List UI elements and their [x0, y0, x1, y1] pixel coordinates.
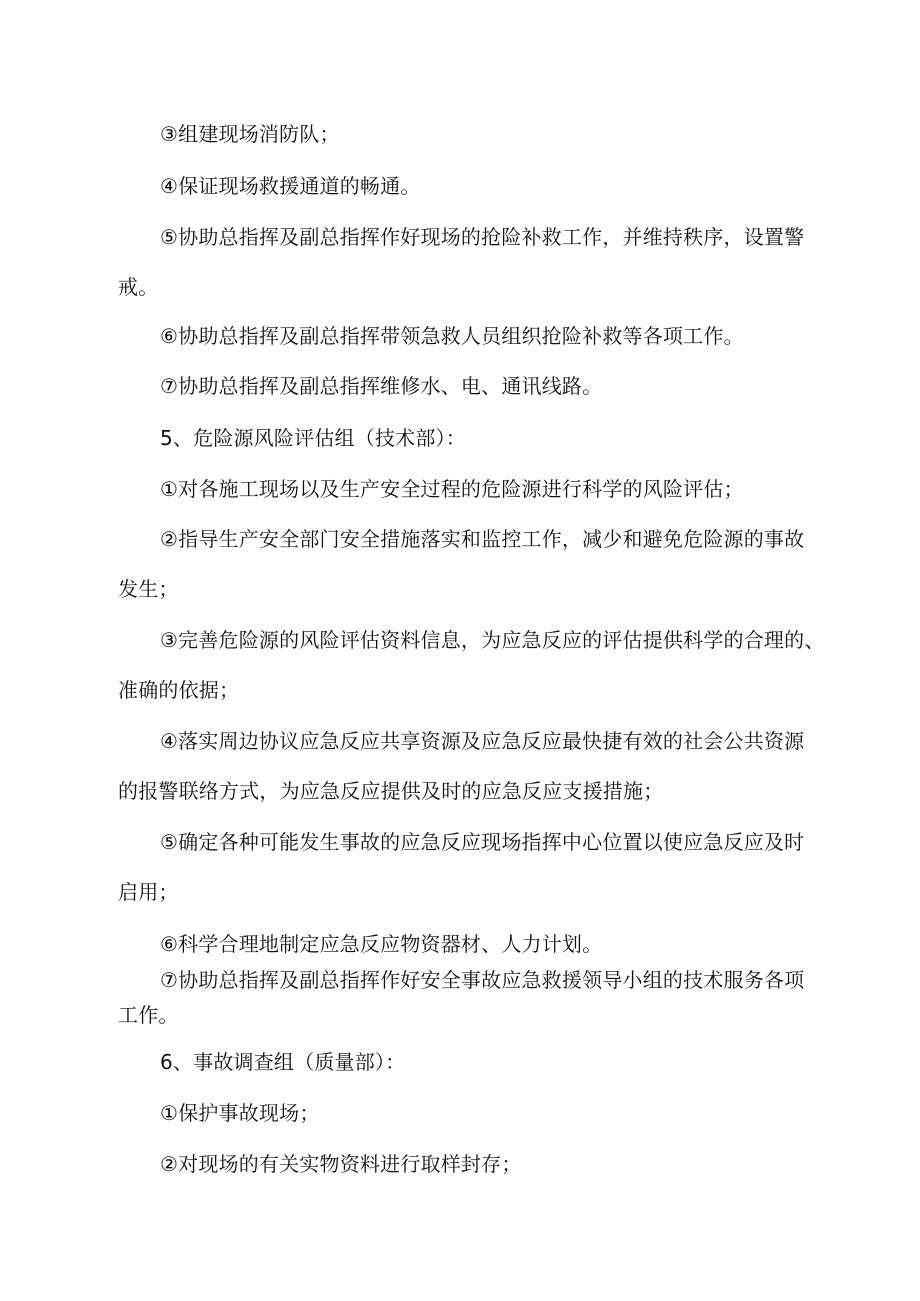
- s6-item2: ②对现场的有关实物资料进行取样封存；: [160, 1152, 522, 1176]
- s5-item3-line2: 准确的依据；: [118, 678, 240, 702]
- s4-item5-line2: 戒。: [118, 275, 159, 299]
- s6-item1: ①保护事故现场；: [160, 1101, 320, 1125]
- s4-item3: ③组建现场消防队；: [160, 122, 340, 146]
- s5-item5-line2: 启用；: [118, 880, 179, 904]
- s4-item7: ⑦协助总指挥及副总指挥维修水、电、通讯线路。: [160, 374, 603, 398]
- s5-item5-line1: ⑤确定各种可能发生事故的应急反应现场指挥中心位置以使应急反应及时: [160, 830, 805, 854]
- s5-item4-line2: 的报警联络方式，为应急反应提供及时的应急反应支援措施；: [118, 779, 664, 803]
- s5-item2-line1: ②指导生产安全部门安全措施落实和监控工作，减少和避免危险源的事故: [160, 527, 805, 551]
- s5-item2-line2: 发生；: [118, 577, 179, 601]
- s5-heading: 5、危险源风险评估组（技术部）：: [160, 426, 466, 450]
- s5-item7-line2: 工作。: [118, 1003, 179, 1027]
- s4-item4: ④保证现场救援通道的畅通。: [160, 174, 421, 198]
- s5-item1: ①对各施工现场以及生产安全过程的危险源进行科学的风险评估；: [160, 477, 744, 501]
- s6-heading: 6、事故调查组（质量部）：: [160, 1050, 406, 1074]
- s5-item3-line1: ③完善危险源的风险评估资料信息，为应急反应的评估提供科学的合理的、: [160, 628, 825, 652]
- s5-item6: ⑥科学合理地制定应急反应物资器材、人力计划。: [160, 932, 603, 956]
- s5-item4-line1: ④落实周边协议应急反应共享资源及应急反应最快捷有效的社会公共资源: [160, 729, 805, 753]
- s5-item7-line1: ⑦协助总指挥及副总指挥作好安全事故应急救援领导小组的技术服务各项: [160, 968, 805, 992]
- s4-item6: ⑥协助总指挥及副总指挥带领急救人员组织抢险补救等各项工作。: [160, 324, 744, 348]
- s4-item5-line1: ⑤协助总指挥及副总指挥作好现场的抢险补救工作，并维持秩序，设置警: [160, 225, 805, 249]
